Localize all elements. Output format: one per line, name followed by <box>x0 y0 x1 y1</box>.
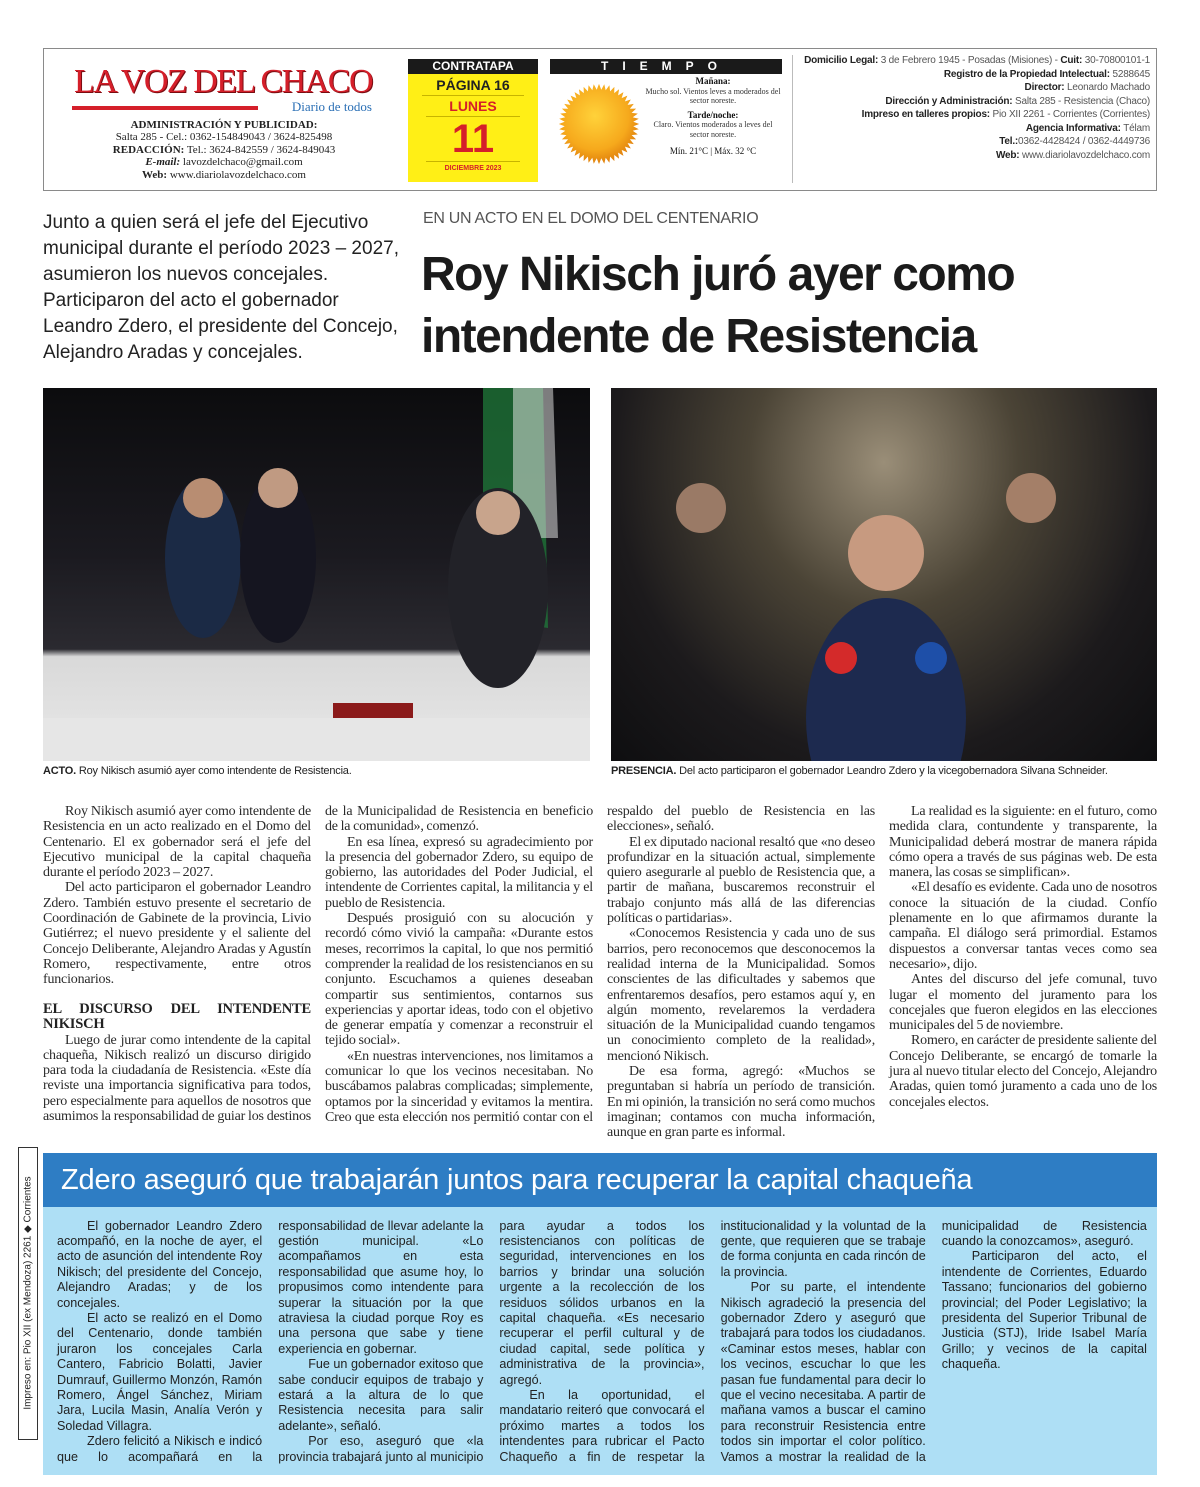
evening-text: Claro. Vientos moderados a leves del sector noreste. <box>653 120 773 139</box>
redaccion-label: REDACCIÓN: <box>112 143 185 156</box>
related-story-body <box>57 1219 1147 1466</box>
newspaper-logo <box>58 63 388 117</box>
weather-title: TIEMPO <box>550 59 782 74</box>
morning-text: Mucho sol. Vientos leves a moderados del sector noreste. <box>645 86 781 105</box>
paragraph: De esa forma, agregó: «Muchos se preguntaban si habría un período de transición. En mi opinión, la transición no será como muchos imaginan; contamos con mucha información, aunque en gran parte es informal. <box>607 1064 875 1141</box>
paragraph: En esa línea, expresó su agradecimiento por la presencia del gobernador Zdero, su equipo de gobierno, las autoridades del Poder Judicial, el intendente de Corrientes capital, la militancia y el pueblo de Resistencia. <box>325 834 593 911</box>
legal-line: Web: www.diariolavozdelchaco.com <box>995 149 1150 161</box>
email-label: E-mail: <box>145 156 181 169</box>
legal-line: Director: Leonardo Machado <box>1024 82 1150 93</box>
paragraph: Romero, en carácter de presidente saliente del Concejo Deliberante, se encargó de tomarle la jura al nuevo titular electo del Concejo, Alejandro Aradas, quien tomó juramento a cada uno de los concejales electos. <box>889 1033 1157 1110</box>
paragraph: Roy Nikisch asumió ayer como intendente de Resistencia en un acto realizado en el Domo del Centenario. El ex gobernador será el jefe del Ejecutivo municipal de la capital chaqueña durante el período 2023 – 2027. <box>43 804 311 881</box>
divider <box>792 55 793 183</box>
page-number: PÁGINA 16 <box>422 77 524 96</box>
web-link[interactable]: www.diariolavozdelchaco.com <box>1022 149 1150 161</box>
admin-value: Salta 285 - Cel.: 0362-154849043 / 3624-825498 <box>115 131 333 144</box>
month-year: DICIEMBRE 2023 <box>444 165 502 172</box>
paragraph: El acto se realizó en el Domo del Centenario, donde también juraron los concejales Carla Cantero, Fabricio Bolatti, Javier Dumrauf, Guillermo Monzón, Ramón Romero, Ángel Sánchez, Miriam Jara, Lucila Masin, Analía Verón y Soledad Villagra. <box>57 1310 263 1433</box>
article-summary: Junto a quien será el jefe del Ejecutivo municipal durante el período 2023 – 2027, asumieron los nuevos concejales. Participaron del acto el gobernador Leandro Zdero, el presidente del Concejo, Alejandro Aradas y concejales. <box>43 212 399 363</box>
web-label: Web: <box>142 168 168 181</box>
paragraph: La realidad es la siguiente: en el futuro, como medida clara, contundente y transparente, la Municipalidad deberá mostrar de manera rápida cómo opera a través de sus páginas web. De esta manera, las cosas se simplifican». <box>889 804 1157 881</box>
related-story-section <box>22 1153 1157 1476</box>
temperatures: Mín. 21°C | Máx. 32 °C <box>669 146 757 156</box>
lower-content <box>22 804 1157 1475</box>
article-body <box>43 804 1157 1141</box>
evening-label: Tarde/noche: <box>687 109 739 120</box>
legal-line: Registro de la Propiedad Intelectual: 5288645 <box>943 68 1150 80</box>
legal-line: Agencia Informativa: Télam <box>1025 122 1150 134</box>
legal-line: Tel.:0362-4428424 / 0362-4449736 <box>999 136 1150 147</box>
weekday: LUNES <box>426 98 520 117</box>
article-subhead: EL DISCURSO DEL INTENDENTE NIKISCH <box>43 1000 311 1033</box>
paragraph: Por su parte, el intendente Nikisch agradeció la presencia del gobernador Zdero y aseguró que trabajará para todos los ciudadanos. «Caminar estos meses, hablar con los vecinos, escuchar lo que les pasan fue fundamental para decir lo que el vecino necesitaba. A partir de mañana vamos a buscar el camino para reconstruir Resistencia entre todos sin importar el color político. Vamos a mostrar la realidad de la municipalidad de Resistencia cuando la conozcamos», aseguró. <box>720 1218 1147 1464</box>
logo-subtitle: Diario de todos <box>291 99 372 114</box>
legal-info <box>798 54 1150 162</box>
print-location-label: Impreso en: Pio XII (ex Mendoza) 2261 ◆ Corrientes <box>18 1147 38 1440</box>
morning-label: Mañana: <box>695 76 731 86</box>
legal-line: Impreso en talleres propios: Pio XII 2261 - Corrientes (Corrientes) <box>861 109 1150 120</box>
paragraph: El gobernador Leandro Zdero acompañó, en la noche de ayer, el acto de asunción del intendente Roy Nikisch; del presidente del Concejo, Alejandro Aradas; y de los concejales. <box>57 1218 263 1310</box>
paragraph: Antes del discurso del jefe comunal, tuvo lugar el momento del juramento para los concejales que fueron elegidos en las elecciones municipales del 5 de noviembre. <box>889 972 1157 1034</box>
admin-label: ADMINISTRACIÓN Y PUBLICIDAD: <box>130 119 318 131</box>
date-box <box>408 59 538 182</box>
paragraph: Del acto participaron el gobernador Leandro Zdero. También estuvo presente el secretario de Coordinación de Gabinete de la provincia, Livio Gutiérrez; el nuevo presidente y el saliente del Concejo Deliberante, Alejandro Aradas y Agustín Romero, respectivamente, entre otros funcionarios. <box>43 880 311 988</box>
paragraph: Zdero felicitó a Nikisch e indicó que lo acompañará en la responsabilidad de llevar adelante la gestión municipal. «Lo acompañamos en esta responsabilidad que asume hoy, lo propusimos como intendente para superar la situación por la que atraviesa la ciudad porque Roy es una persona que sabe y tiene experiencia en gobernar. <box>57 1218 484 1464</box>
photo-swearing-in <box>43 388 590 761</box>
photo-press-crowd <box>611 388 1157 761</box>
article-headline: Roy Nikisch juró ayer como intendente de Resistencia <box>421 248 1015 363</box>
article-kicker: EN UN ACTO EN EL DOMO DEL CENTENARIO <box>423 210 759 227</box>
weather-box <box>550 59 782 182</box>
photo-caption-right: PRESENCIA. Del acto participaron el gobernador Leandro Zdero y la vicegobernadora Silvana Schneider. <box>611 765 1108 777</box>
related-story-headline: Zdero aseguró que trabajarán juntos para recuperar la capital chaqueña <box>43 1153 1157 1207</box>
paragraph: Fue un gobernador exitoso que sabe conducir equipos de trabajo y estará a la altura de lo que Resistencia necesita para salir adelante», señaló. <box>278 1357 484 1433</box>
paragraph: Participaron del acto, el intendente de Corrientes, Eduardo Tassano; funcionarios del gobierno provincial; del Poder Legislativo; la presidenta del Superior Tribunal de Justicia (STJ), Iride Isabel María Grillo; y vecinos de la capital chaqueña. <box>941 1249 1147 1372</box>
sun-icon <box>556 81 642 167</box>
paragraph: Después prosiguió con su alocución y recordó cómo vivió la campaña: «Durante estos meses, recorrimos la capital, lo que nos permitió comprender la realidad de los resistencianos en su conjunto. Escuchamos a quienes deseaban compartir sus sentimientos, contarnos sus experiencias y aportar ideas, todo con el objetivo de generar empatía y comenzar a reconstruir el tejido social». <box>325 911 593 1049</box>
paragraph: Luego de jurar como intendente de la capital chaqueña, Nikisch realizó un discurso dirigido para toda la ciudadanía de Resistencia. «Este día reviste una importancia significativa para todos, pero especialmente para aquellos de nosotros que asumimos la responsabilidad de guiar los destinos de la Municipalidad de Resistencia en beneficio de la comunidad», comenzó. <box>43 804 593 1125</box>
logo-underline <box>72 106 258 110</box>
contact-info <box>74 119 374 181</box>
photo-caption-left: ACTO. Roy Nikisch asumió ayer como intendente de Resistencia. <box>43 765 352 777</box>
paragraph: Por eso, aseguró que «la provincia trabajará junto al municipio para ayudar a todos los resistencianos con políticas de seguridad, intervenciones en los barrios y brindar una solución urgente a la recolección de los residuos sólidos urbanos en la capital chaqueña. «Es necesario recuperar el perfil cultural y de ciudad capital, sede política y administrativa de la provincia», agregó. <box>278 1218 705 1464</box>
web-link[interactable]: www.diariolavozdelchaco.com <box>169 168 306 181</box>
day-number: 11 <box>426 117 520 162</box>
redaccion-value: Tel.: 3624-842559 / 3624-849043 <box>186 143 336 156</box>
paragraph: «En nuestras intervenciones, nos limitamos a comunicar lo que los vecinos necesitaban. No buscábamos palabras complicadas; simplemente, optamos por la sinceridad y evitamos la mentira. Creo que esta elección nos permitió contar con el respaldo del pueblo de Resistencia en las elecciones», señaló. <box>325 804 875 1125</box>
email-link[interactable]: lavozdelchaco@gmail.com <box>182 156 303 169</box>
logo-title: LA VOZ DEL CHACO <box>73 63 373 100</box>
masthead <box>43 48 1157 191</box>
section-label: CONTRATAPA <box>408 59 538 74</box>
paragraph: «Conocemos Resistencia y cada uno de sus barrios, pero reconocemos que desconocemos la realidad interna de la Municipalidad. Somos conscientes de las dificultades y sabemos que enfrentaremos desafíos, pero estamos aquí y, en algún momento, revelaremos la verdadera situación de la Municipalidad cuando tengamos un conocimiento completo de la realidad», mencionó Nikisch. <box>607 926 875 1064</box>
related-story-box <box>43 1153 1157 1476</box>
paragraph: «El desafío es evidente. Cada uno de nosotros conoce la situación de la ciudad. Confío plenamente en lo que afirmamos durante la campaña. El diálogo será primordial. Estamos dispuestos a conversar tantas veces como sea necesario», dijo. <box>889 880 1157 972</box>
weather-forecast <box>644 77 782 157</box>
paragraph: El ex diputado nacional resaltó que «no deseo profundizar en la situación actual, simplemente quiero asegurarle al pueblo de Resistencia que, a partir de mañana, buscaremos reconstruir el trabajo conjunto más allá de las diferencias políticas o partidarias». <box>607 834 875 927</box>
legal-line: Domicilio Legal: 3 de Febrero 1945 - Posadas (Misiones) - Cuit: 30-70800101-1 <box>804 55 1150 66</box>
paragraph: En la oportunidad, el mandatario reiteró que convocará el próximo martes a todos los intendentes para rubricar el Pacto Chaqueño a fin de respetar la institucionalidad y la voluntad de la gente, que requieren que se trabaje de forma conjunta en cada rincón de la provincia. <box>499 1218 926 1464</box>
legal-line: Dirección y Administración: Salta 285 - Resistencia (Chaco) <box>885 95 1150 107</box>
